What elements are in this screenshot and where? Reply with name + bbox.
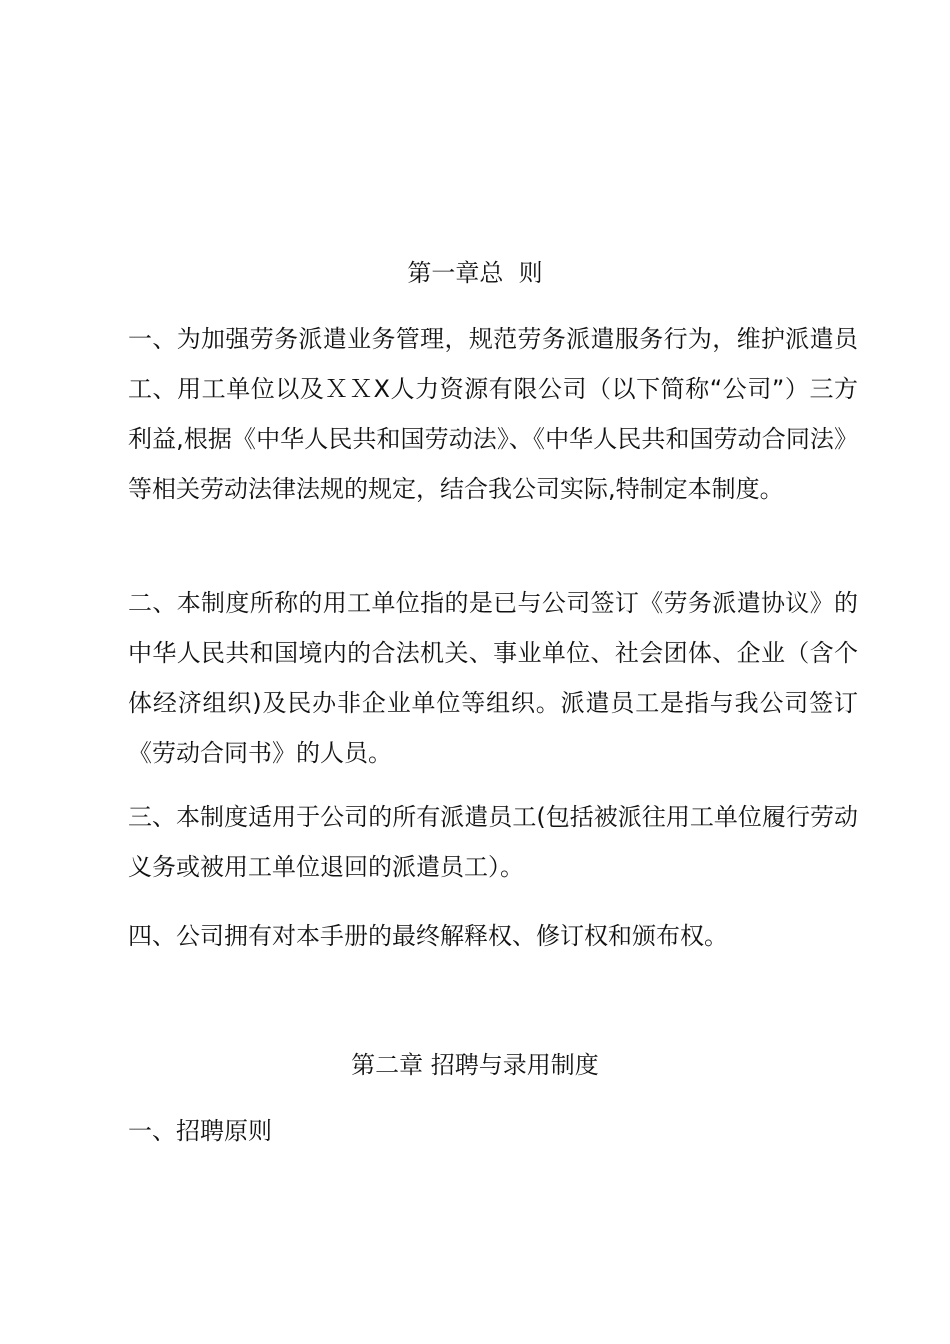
- chapter-1-title: 第一章总 则: [407, 259, 543, 287]
- chapter-1-article-3: 三、本制度适用于公司的所有派遣员工(包括被派往用工单位履行劳动义务或被用工单位退回的派遣员工）。: [128, 803, 858, 881]
- chapter-1-article-2: 二、本制度所称的用工单位指的是已与公司签订《劳务派遣协议》的中华人民共和国境内的合法机关、事业单位、社会团体、企业（含个体经济组织)及民办非企业单位等组织。派遣员工是指与我公司签订《劳动合同书》的人员。: [128, 589, 858, 767]
- chapter-1-article-4: 四、公司拥有对本手册的最终解释权、修订权和颁布权。: [128, 922, 728, 950]
- chapter-1-article-1: 一、为加强劳务派遣业务管理，规范劳务派遣服务行为，维护派遣员工、用工单位以及ＸＸX人力资源有限公司（以下简称“公司”）三方利益,根据《中华人民共和国劳动法》、《中华人民共和国劳动合同法》等相关劳动法律法规的规定，结合我公司实际,特制定本制度。: [128, 325, 858, 503]
- chapter-2-title: 第二章 招聘与录用制度: [351, 1051, 599, 1079]
- chapter-2-section-1-heading: 一、招聘原则: [128, 1117, 272, 1145]
